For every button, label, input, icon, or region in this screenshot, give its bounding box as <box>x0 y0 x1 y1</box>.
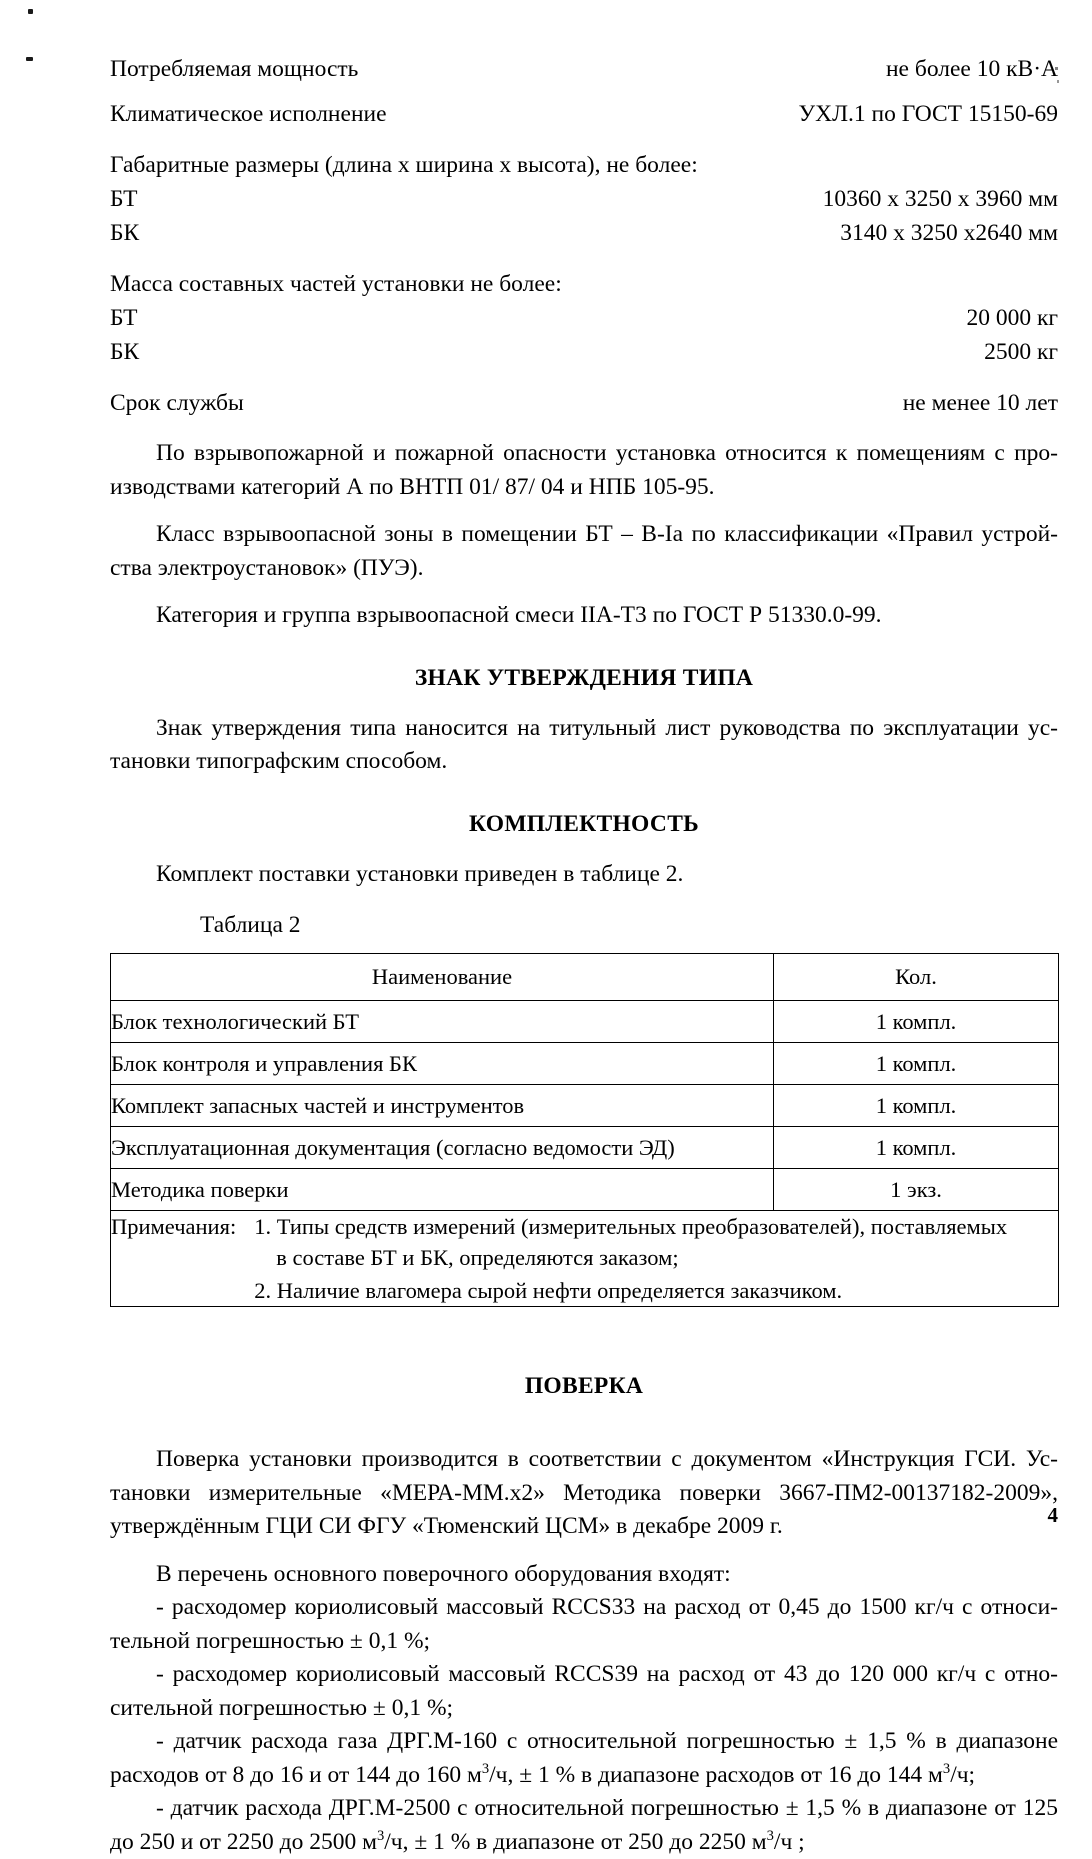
mass-row-bk <box>110 335 1058 369</box>
scan-artifact-speck <box>26 57 33 61</box>
paragraph-mixture-group: Категория и группа взрывоопасной смеси IIА-Т3 по ГОСТ Р 51330.0-99. <box>156 602 882 628</box>
table-cell-name: Эксплуатационная документация (согласно ведомости ЭД) <box>111 1127 774 1169</box>
flow-sensor-sup1: 3 <box>376 1827 385 1844</box>
table-notes-cell <box>111 1211 1059 1307</box>
table-header-name: Наименование <box>111 954 774 1001</box>
table-header-row <box>111 954 1059 1001</box>
table-cell-qty: 1 экз. <box>774 1169 1059 1211</box>
spec-value: 20 000 кг <box>966 305 1058 331</box>
spec-row-power <box>110 52 1058 86</box>
notes-label: Примечания: <box>111 1214 237 1239</box>
table-cell-name: Комплект запасных частей и инструментов <box>111 1085 774 1127</box>
paragraph-verification-intro: Поверка установки производится в соответствии с документом «Инструкция ГСИ. Установки измерительные «МЕРА-ММ.х2» Методика поверки 3667-ПМ2-00137182-2009», утверждённым ГЦИ СИ ФГУ «Тюменский ЦСМ» в декабре 2009 г. <box>110 1446 1058 1539</box>
spec-value: 10360 x 3250 x 3960 мм <box>822 186 1058 212</box>
spec-label: Срок службы <box>110 390 244 416</box>
table-cell-qty: 1 компл. <box>774 1085 1059 1127</box>
spec-row-service-life <box>110 386 1058 420</box>
equipment-item-rccs39: - расходомер кориолисовый массовый RCCS39 на расход от 43 до 120 000 кг/ч с относительной погрешностью ± 0,1 %; <box>110 1661 1058 1721</box>
table-cell-qty: 1 компл. <box>774 1127 1059 1169</box>
completeness-table <box>110 953 1059 1307</box>
table-cell-name: Блок технологический БТ <box>111 1001 774 1043</box>
table-row <box>111 1085 1059 1127</box>
flow-sensor-sup2: 3 <box>766 1827 774 1844</box>
paragraph-hazard-zone: Класс взрывоопасной зоны в помещении БТ – В-Iа по классификации «Правил устройства электроустановок» (ПУЭ). <box>110 521 1058 581</box>
paragraph-completeness-intro: Комплект поставки установки приведен в таблице 2. <box>156 860 684 887</box>
spec-label: БК <box>110 339 140 365</box>
spec-value: не менее 10 лет <box>902 390 1058 416</box>
spec-label: БТ <box>110 305 138 331</box>
note-item-1-line1: 1. Типы средств измерений (измерительных преобразователей), поставляемых <box>254 1214 1008 1239</box>
spec-value: 3140 x 3250 x2640 мм <box>840 220 1058 246</box>
section-heading-verification: ПОВЕРКА <box>524 1373 644 1399</box>
spec-label: БК <box>110 220 140 246</box>
flow-sensor-part2: /ч, ± 1 % в диапазоне от 250 до 2250 м <box>384 1828 767 1855</box>
table-cell-qty: 1 компл. <box>774 1043 1059 1085</box>
table-row <box>111 1127 1059 1169</box>
paragraph-fire-safety: По взрывопожарной и пожарной опасности установка относится к помещениям с производствами категорий А по ВНТП 01/ 87/ 04 и НПБ 105-95. <box>110 440 1058 500</box>
mass-row-bt <box>110 301 1058 335</box>
spec-value: 2500 кг <box>984 339 1058 365</box>
page-content <box>110 0 1058 1859</box>
table-header-qty: Кол. <box>774 954 1059 1001</box>
gas-sensor-part2: /ч, ± 1 % в диапазоне расходов от 16 до 144 м <box>489 1761 943 1788</box>
gas-sensor-sup1: 3 <box>481 1760 490 1777</box>
equipment-item-flow-sensor <box>110 1792 1058 1859</box>
table-row <box>111 1001 1059 1043</box>
spec-label: Потребляемая мощность <box>110 56 359 82</box>
spec-row-climate <box>110 97 1058 131</box>
flow-sensor-part3: /ч ; <box>773 1828 805 1855</box>
table-row <box>111 1043 1059 1085</box>
spec-label: БТ <box>110 186 138 212</box>
notes-body <box>254 1211 1058 1306</box>
spec-value: не более 10 кВ·А <box>885 56 1058 82</box>
table-cell-name: Методика поверки <box>111 1169 774 1211</box>
dimensions-row-bk <box>110 216 1058 250</box>
table-caption: Таблица 2 <box>200 912 301 938</box>
spec-label: Климатическое исполнение <box>110 101 387 127</box>
flow-sensor-part1: - датчик расхода ДРГ.М-2500 с относительной погрешностью ± 1,5 % в диапазоне от 125 до 250 и от 2250 до 2500 м <box>110 1795 1058 1855</box>
note-item-1-line2: в составе БТ и БК, определяются заказом; <box>276 1245 679 1270</box>
spec-value: УХЛ.1 по ГОСТ 15150-69 <box>798 101 1058 127</box>
table-notes-row <box>111 1211 1059 1307</box>
gas-sensor-part3: /ч; <box>950 1761 976 1788</box>
paragraph-equipment-list-intro: В перечень основного поверочного оборудования входят: <box>156 1560 731 1587</box>
gas-sensor-sup2: 3 <box>942 1760 951 1777</box>
note-item-1 <box>254 1211 1058 1273</box>
page-number: 4 <box>1047 1503 1058 1527</box>
mass-heading: Масса составных частей установки не более: <box>110 271 562 297</box>
equipment-item-gas-sensor <box>110 1725 1058 1792</box>
equipment-item-rccs33: - расходомер кориолисовый массовый RCCS33 на расход от 0,45 до 1500 кг/ч с относительной погрешностью ± 0,1 %; <box>110 1594 1058 1654</box>
table-row <box>111 1169 1059 1211</box>
section-heading-completeness: КОМПЛЕКТНОСТЬ <box>468 810 700 837</box>
paragraph-type-approval: Знак утверждения типа наносится на титульный лист руководства по эксплуатации установки типографским способом. <box>110 714 1058 774</box>
table-cell-qty: 1 компл. <box>774 1001 1059 1043</box>
gas-sensor-part1: - датчик расхода газа ДРГ.М-160 с относительной погрешностью ± 1,5 % в диапазоне расходов от 8 до 16 и от 144 до 160 м <box>110 1728 1058 1788</box>
table-cell-name: Блок контроля и управления БК <box>111 1043 774 1085</box>
scan-artifact-speck <box>28 9 33 14</box>
note-item-2: 2. Наличие влагомера сырой нефти определяется заказчиком. <box>254 1278 843 1303</box>
dimensions-row-bt <box>110 182 1058 216</box>
dimensions-heading: Габаритные размеры (длина х ширина х высота), не более: <box>110 152 698 178</box>
section-heading-type-approval: ЗНАК УТВЕРЖДЕНИЯ ТИПА <box>414 664 754 691</box>
